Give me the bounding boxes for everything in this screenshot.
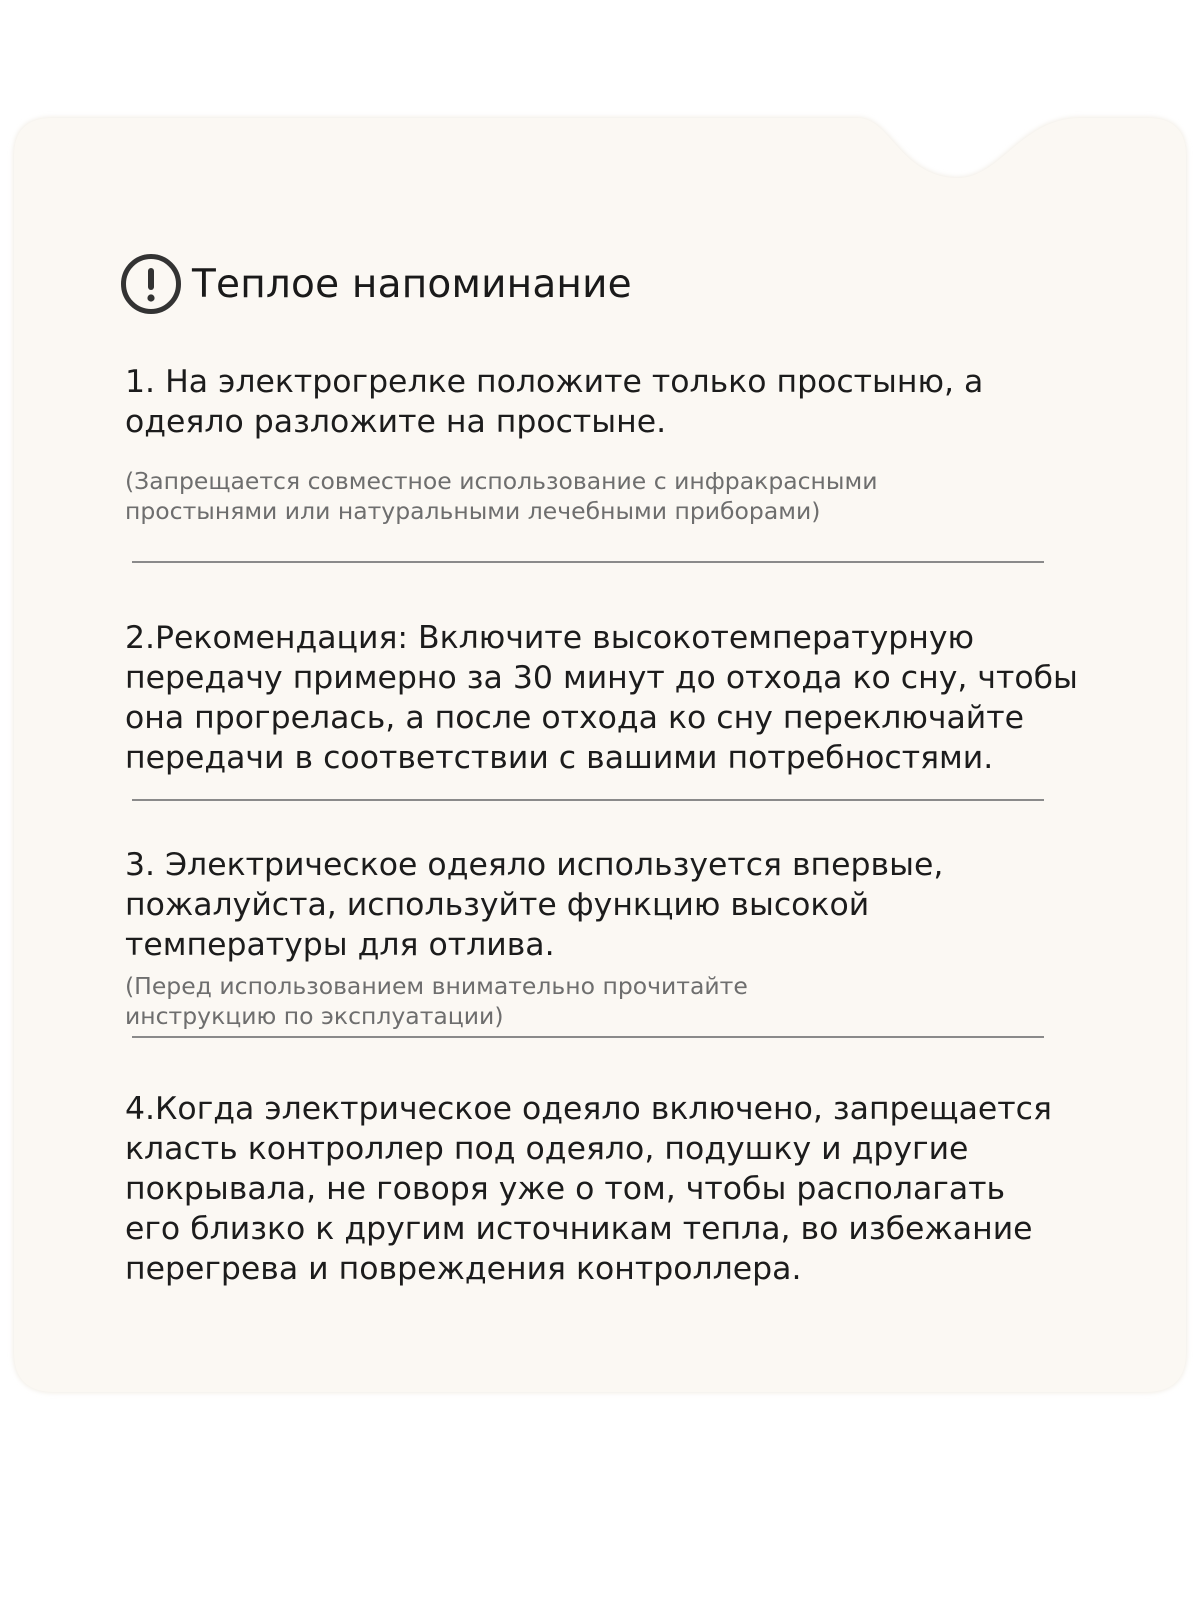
reminder-text: 2.Рекомендация: Включите высокотемпературную передачу примерно за 30 минут до отхода ко сну, чтобы она прогрелась, а после отхода ко сну переключайте передачи в соответствии с вашими потребностями. xyxy=(125,620,1078,776)
divider xyxy=(132,1036,1044,1038)
divider xyxy=(132,799,1044,801)
reminder-text: 4.Когда электрическое одеяло включено, запрещается класть контроллер под одеяло, подушку и другие покрывала, не говоря уже о том, чтобы располагать его близко к другим источникам тепла, во избежание перегрева и повреждения контроллера. xyxy=(125,1091,1052,1287)
reminder-text: 3. Электрическое одеяло используется впервые, пожалуйста, используйте функцию высокой температуры для отлива. xyxy=(125,847,944,963)
page-title: Теплое напоминание xyxy=(192,261,632,307)
reminder-note: (Запрещается совместное использование с инфракрасными простынями или натуральными лечебными приборами) xyxy=(125,467,878,525)
divider xyxy=(132,561,1044,563)
exclamation-circle-icon xyxy=(120,253,182,315)
reminder-item-2 xyxy=(125,618,1085,778)
reminder-item-4 xyxy=(125,1089,1085,1289)
reminder-item-1 xyxy=(125,362,1085,526)
reminder-heading xyxy=(120,252,632,316)
reminder-note: (Перед использованием внимательно прочитайте инструкцию по эксплуатации) xyxy=(125,972,748,1030)
reminder-item-3 xyxy=(125,845,1085,1031)
reminder-text: 1. На электрогрелке положите только простыню, а одеяло разложите на простыне. xyxy=(125,364,984,440)
